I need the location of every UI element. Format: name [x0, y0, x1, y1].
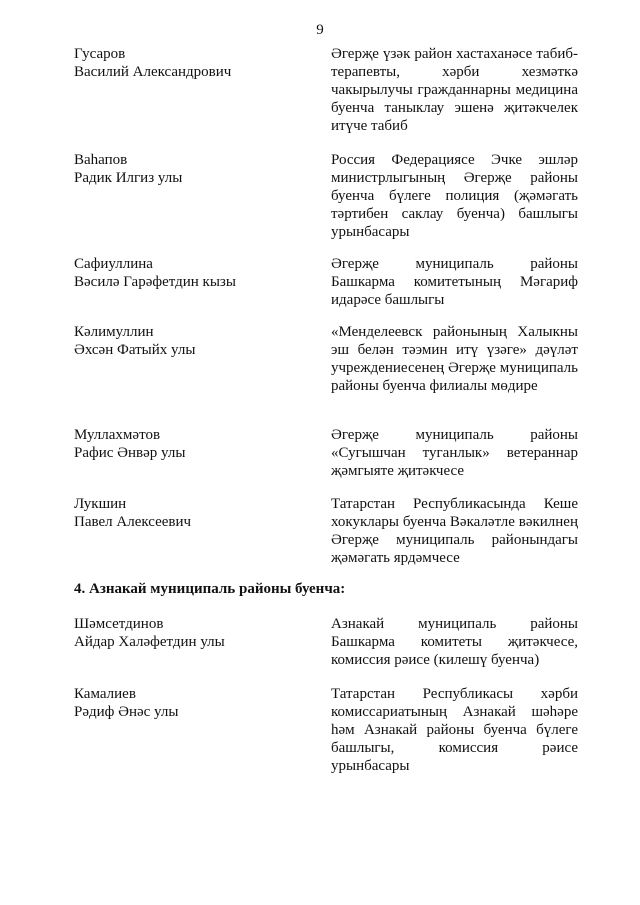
member-entry — [74, 426, 578, 480]
member-name — [74, 426, 331, 480]
member-position: Әгерҗе үзәк район хастаханәсе табиб-терапевты, хәрби хезмәткә чакырылучы гражданнарны медицина буенча таныклау эшенә җитәкчелек итүче табиб — [331, 46, 578, 134]
member-surname: Муллахмәтов — [74, 427, 161, 443]
member-given-name: Павел Алексеевич — [74, 514, 192, 530]
member-given-name: Әхсән Фатыйх улы — [74, 342, 196, 358]
member-surname: Шәмсетдинов — [74, 616, 164, 632]
member-entry — [74, 615, 578, 669]
member-position: Россия Федерациясе Эчке эшләр министрлыгының Әгерҗе районы буенча бүлеге полиция (җәмәгать тәртибен саклау буенча) башлыгы урынбасары — [331, 152, 578, 240]
member-surname: Камалиев — [74, 686, 136, 702]
member-position: «Менделеевск районының Халыкны эш белән тәэмин итү үзәге» дәүләт учреждениесенең Әгерҗе муниципаль районы буенча филиалы мөдире — [331, 324, 578, 394]
member-entry — [74, 685, 578, 775]
member-surname: Гусаров — [74, 46, 126, 62]
member-name — [74, 685, 331, 775]
member-given-name: Вәсилә Гарәфетдин кызы — [74, 274, 236, 290]
member-given-name: Рафис Әнвәр улы — [74, 445, 186, 461]
member-name — [74, 495, 331, 567]
member-given-name: Василий Александрович — [74, 64, 232, 80]
page-number: 9 — [316, 22, 324, 38]
member-entry — [74, 151, 578, 241]
member-given-name: Радик Илгиз улы — [74, 170, 183, 186]
member-position: Татарстан Республикасы хәрби комиссариатының Азнакай шәһәре һәм Азнакай районы буенча бүлеге башлыгы, комиссия рәисе урынбасары — [331, 686, 578, 774]
member-given-name: Айдар Халәфетдин улы — [74, 634, 225, 650]
member-name — [74, 45, 331, 135]
member-surname: Сафиуллина — [74, 256, 153, 272]
member-surname: Кәлимуллин — [74, 324, 154, 340]
member-name — [74, 615, 331, 669]
member-position: Азнакай муниципаль районы Башкарма комитеты җитәкчесе, комиссия рәисе (килешү буенча) — [331, 616, 578, 668]
member-surname: Лукшин — [74, 496, 127, 512]
member-entry — [74, 323, 578, 395]
member-position: Татарстан Республикасында Кеше хокуклары буенча Вәкаләтле вәкилнең Әгерҗе муниципаль районындагы җәмәгать ярдәмчесе — [331, 496, 578, 566]
member-name — [74, 323, 331, 395]
member-name — [74, 255, 331, 309]
member-name — [74, 151, 331, 241]
member-entry — [74, 255, 578, 309]
member-given-name: Рәдиф Әнәс улы — [74, 704, 179, 720]
section-heading: 4. Азнакай муниципаль районы буенча: — [74, 581, 346, 597]
member-entry — [74, 495, 578, 567]
member-position: Әгерҗе муниципаль районы Башкарма комитетының Мәгариф идарәсе башлыгы — [331, 256, 578, 308]
member-position: Әгерҗе муниципаль районы «Сугышчан туганлык» ветераннар җәмгыяте җитәкчесе — [331, 427, 578, 479]
member-surname: Ваһапов — [74, 152, 128, 168]
member-entry — [74, 45, 578, 135]
